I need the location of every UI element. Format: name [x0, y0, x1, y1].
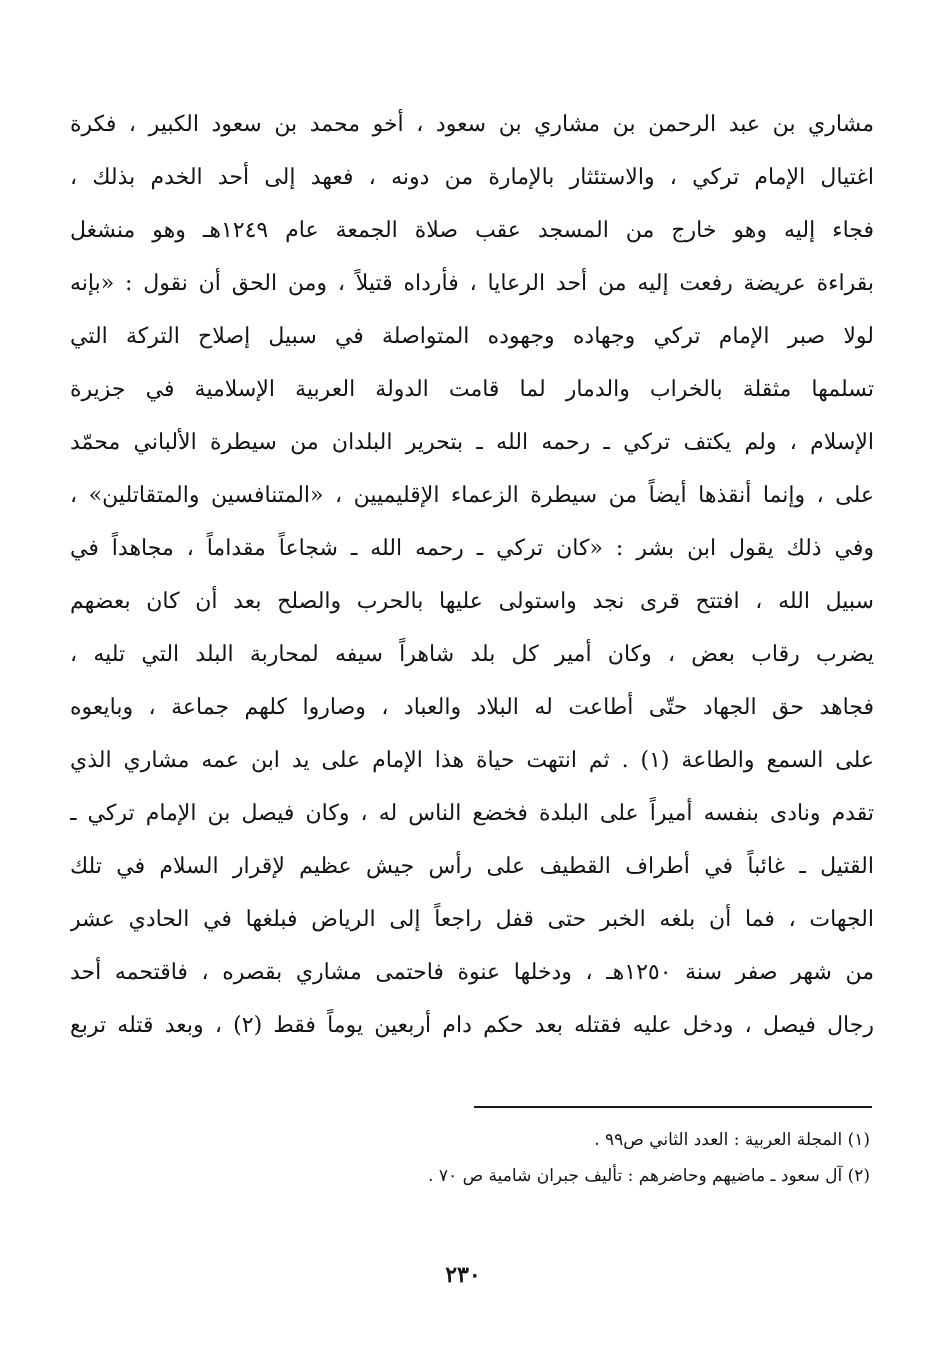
text-line: يضرب رقاب بعض ، وكان أمير كل بلد شاهراً سيفه لمحاربة البلد التي تليه ،	[70, 642, 874, 667]
text-line: تقدم ونادى بنفسه أميراً على البلدة فخضع الناس له ، وكان فيصل بن الإمام تركي ـ	[70, 801, 874, 826]
text-line: القتيل ـ غائباً في أطراف القطيف على رأس جيش عظيم لإقرار السلام في تلك	[70, 854, 874, 879]
page-number: ٢٣٠	[445, 1262, 481, 1288]
text-line: على السمع والطاعة (١) . ثم انتهت حياة هذا الإمام على يد ابن عمه مشاري الذي	[70, 748, 874, 773]
text-line: لولا صبر الإمام تركي وجهاده وجهوده المتواصلة في سبيل إصلاح التركة التي	[70, 324, 874, 349]
text-line: على ، وإنما أنقذها أيضاً من سيطرة الزعماء الإقليميين ، «المتنافسين والمتقاتلين» ،	[70, 483, 874, 508]
text-line: اغتيال الإمام تركي ، والاستئثار بالإمارة من دونه ، فعهد إلى أحد الخدم بذلك ،	[70, 165, 874, 190]
text-line: الإسلام ، ولم يكتف تركي ـ رحمه الله ـ بتحرير البلدان من سيطرة الألباني محمّد	[70, 430, 874, 455]
text-line: سبيل الله ، افتتح قرى نجد واستولى عليها بالحرب والصلح بعد أن كان بعضهم	[70, 589, 874, 614]
footnote-2: (٢) آل سعود ـ ماضيهم وحاضرهم : تأليف جبران شامية ص ٧٠ .	[428, 1166, 870, 1186]
text-line: فجاهد حق الجهاد حتّى أطاعت له البلاد والعباد ، وصاروا كلهم جماعة ، وبايعوه	[70, 695, 874, 720]
text-line: فجاء إليه وهو خارج من المسجد عقب صلاة الجمعة عام ١٢٤٩هـ وهو منشغل	[70, 218, 874, 243]
text-line: الجهات ، فما أن بلغه الخبر حتى قفل راجعاً إلى الرياض فبلغها في الحادي عشر	[70, 907, 874, 932]
text-line: وفي ذلك يقول ابن بشر : «كان تركي ـ رحمه الله ـ شجاعاً مقداماً ، مجاهداً في	[70, 536, 874, 561]
text-line: من شهر صفر سنة ١٢٥٠هـ ، ودخلها عنوة فاحتمى مشاري بقصره ، فاقتحمه أحد	[70, 960, 874, 985]
text-line: بقراءة عريضة رفعت إليه من أحد الرعايا ، فأرداه قتيلاً ، ومن الحق أن نقول : «بإنه	[70, 271, 874, 296]
text-line: تسلمها مثقلة بالخراب والدمار لما قامت الدولة العربية الإسلامية في جزيرة	[70, 377, 874, 402]
footnotes-block	[300, 1122, 870, 1194]
main-text-block	[70, 98, 874, 1052]
footnote-separator	[474, 1106, 872, 1108]
footnote-1: (١) المجلة العربية : العدد الثاني ص٩٩ .	[594, 1130, 870, 1150]
text-line: مشاري بن عبد الرحمن بن مشاري بن سعود ، أخو محمد بن سعود الكبير ، فكرة	[70, 112, 874, 137]
text-line: رجال فيصل ، ودخل عليه فقتله بعد حكم دام أربعين يوماً فقط (٢) ، وبعد قتله تربع	[70, 1013, 874, 1038]
